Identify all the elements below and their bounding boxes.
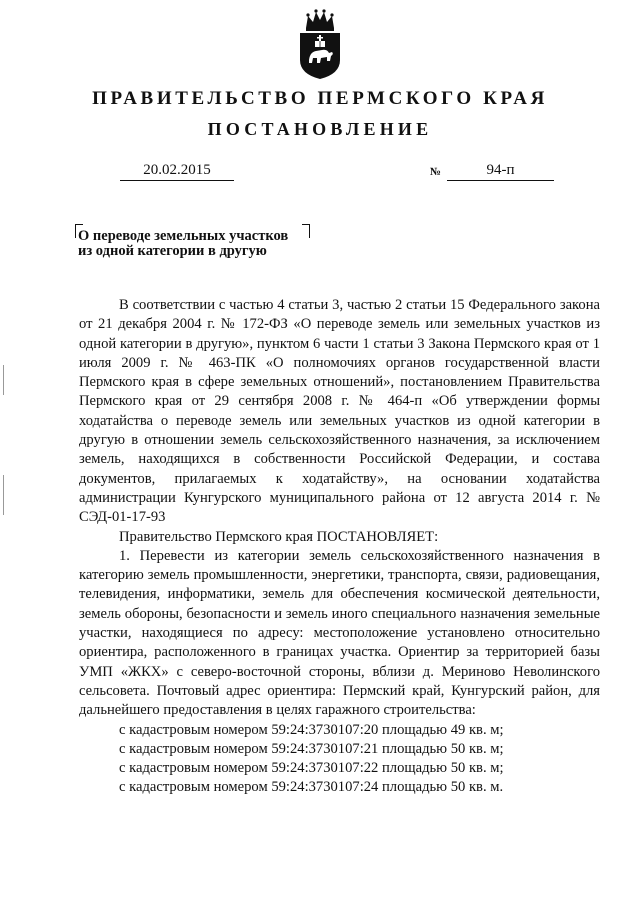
- government-name: ПРАВИТЕЛЬСТВО ПЕРМСКОГО КРАЯ: [92, 88, 548, 109]
- document-type: ПОСТАНОВЛЕНИЕ: [207, 119, 433, 139]
- document-subject: [78, 229, 288, 259]
- subject-line-2: из одной категории в другую: [78, 243, 267, 259]
- document-date: 20.02.2015: [120, 161, 234, 181]
- parcel-item: с кадастровым номером 59:24:3730107:24 площадью 50 кв. м.: [119, 779, 504, 796]
- decree-line: Правительство Пермского края ПОСТАНОВЛЯЕТ:: [119, 528, 439, 545]
- preamble-paragraph: В соответствии с частью 4 статьи 3, частью 2 статьи 15 Федерального закона от 21 декабря 2004 г. № 172-ФЗ «О переводе земель или земельных участков из одной категории в другую», пунктом 6 части 1 статьи 3 Закона Пермского края от 1 июля 2009 г. № 463-ПК «О полномочиях органов государственной власти Пермского края в сфере земельных отношений», постановлением Правительства Пермского края от 29 сентября 2008 г. № 464-п «Об утверждении формы ходатайства о переводе земель или земельных участков из одной категории в другую в отношении земель сельскохозяйственного назначения, за исключением земель, находящихся в собственности Российской Федерации, и состава документов, прилагаемых к ходатайству», на основании ходатайства администрации Кунгурского муниципального района от 12 августа 2014 г. № СЭД-01-17-93: [79, 297, 600, 526]
- perm-krai-coat-of-arms-icon: [296, 8, 344, 80]
- document-number: 94-п: [447, 161, 554, 181]
- parcel-item: с кадастровым номером 59:24:3730107:20 площадью 49 кв. м;: [119, 721, 504, 738]
- subject-line-1: О переводе земельных участков: [78, 228, 289, 244]
- parcel-item: с кадастровым номером 59:24:3730107:21 площадью 50 кв. м;: [119, 740, 504, 757]
- parcel-item: с кадастровым номером 59:24:3730107:22 площадью 50 кв. м;: [119, 760, 504, 777]
- document-body: [79, 296, 600, 798]
- number-sign: №: [430, 166, 442, 178]
- scan-margin-mark: [3, 475, 4, 515]
- scan-margin-mark: [3, 365, 4, 395]
- subject-bracket-right: [302, 224, 310, 238]
- point-1-paragraph: 1. Перевести из категории земель сельскохозяйственного назначения в категорию земель промышленности, энергетики, транспорта, связи, радиовещания, телевидения, информатики, земель для обеспечения космической деятельности, земель обороны, безопасности и земель иного специального назначения земельные участки, находящиеся по адресу: местоположение установлено относительно ориентира, расположенного в границах участка. Ориентир за территорией базы УМП «ЖКХ» с северо-восточной стороны, вблизи д. Мериново Неволинского сельсовета. Почтовый адрес ориентира: Пермский край, Кунгурский район, для дальнейшего предоставления в целях гаражного строительства:: [79, 547, 600, 719]
